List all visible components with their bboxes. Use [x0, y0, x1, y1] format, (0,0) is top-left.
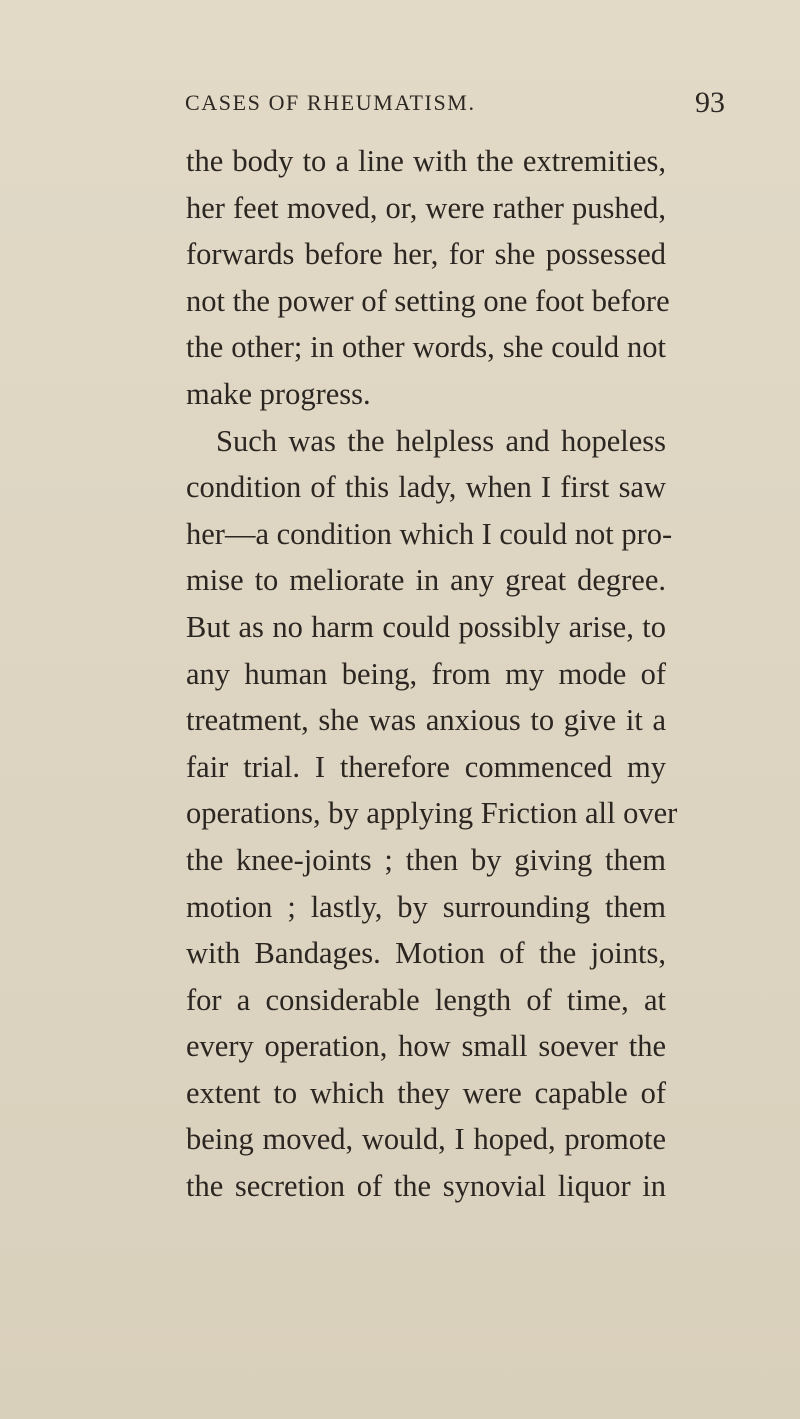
text-line: the knee-joints ; then by giving them	[186, 842, 666, 877]
text-line: the other; in other words, she could not	[186, 330, 666, 365]
text-line: not the power of setting one foot before	[186, 283, 670, 318]
text-line: her feet moved, or, were rather pushed,	[186, 190, 666, 225]
text-line: operations, by applying Friction all over	[186, 796, 678, 831]
text-line: condition of this lady, when I first saw	[186, 470, 666, 505]
text-line: extent to which they were capable of	[186, 1075, 666, 1110]
text-line: for a considerable length of time, at	[186, 982, 666, 1017]
page-number: 93	[695, 86, 725, 119]
text-line: But as no harm could possibly arise, to	[186, 609, 666, 644]
running-head	[0, 86, 800, 120]
text-line: the secretion of the synovial liquor in	[186, 1169, 666, 1204]
text-line: Such was the helpless and hopeless	[216, 423, 666, 458]
text-line: treatment, she was anxious to give it a	[186, 703, 666, 738]
text-line: with Bandages. Motion of the joints,	[186, 936, 666, 971]
body-text	[186, 138, 678, 1210]
text-line: being moved, would, I hoped, promote	[186, 1122, 666, 1157]
text-line: every operation, how small soever the	[186, 1029, 666, 1064]
text-line: mise to meliorate in any great degree.	[186, 563, 666, 598]
text-line: any human being, from my mode of	[186, 656, 666, 691]
text-line: her—a condition which I could not pro-	[186, 516, 673, 551]
text-line: make progress.	[186, 376, 371, 411]
text-line: forwards before her, for she possessed	[186, 237, 666, 272]
text-line: motion ; lastly, by surrounding them	[186, 889, 666, 924]
text-line: the body to a line with the extremities,	[186, 144, 666, 178]
running-title: CASES OF RHEUMATISM.	[185, 90, 476, 115]
text-line: fair trial. I therefore commenced my	[186, 749, 666, 784]
